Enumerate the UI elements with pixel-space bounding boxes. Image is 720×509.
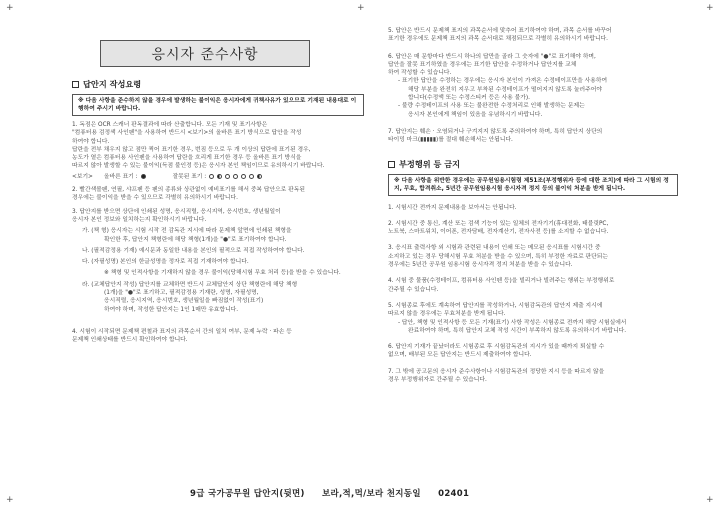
check-circle-icon (241, 174, 246, 179)
filled-circle-icon (141, 174, 146, 179)
instruction-item-4: 4. 시험이 시작되면 문제책 편철과 표지의 과목순서 간의 일치 여부, 문제 누락 · 파손 등 문제책 인쇄상태를 반드시 확인하여야 합니다. (72, 328, 292, 344)
section-heading-answer-sheet: 답안지 작성요령 (72, 79, 364, 90)
outline-circle-icon (249, 174, 254, 179)
rule-item-3: 3. 응시표 출력사항 외 시험과 관련된 내용이 인쇄 또는 메모된 응시표를 시험시간 중 소지하고 있는 경우 당해시험 무효 처분을 받을 수 있으며, 특히 부정한 자료로 판단되는 경우에는 5년간 공무원 임용시험 응시자격 정지 처분을 받을 수 있습니다. (388, 245, 608, 269)
rule-item-7: 7. 그 밖에 공고문의 응시자 준수사항이나 시험감독관의 정당한 지시 등을 따르지 않을 경우 부정행위자로 간주될 수 있습니다. (388, 368, 605, 384)
rule-item-6: 6. 답안지 기재가 끝났더라도 시험종료 후 시험감독관의 지시가 있을 때까지 퇴실할 수 없으며, 배부된 모든 답안지는 반드시 제출하여야 합니다. (388, 344, 605, 359)
page-title: 응시자 준수사항 (100, 40, 310, 67)
partial-circle-icon (257, 174, 262, 179)
notice-box: ※ 다음 사항을 준수하지 않을 경우에 발생하는 불이익은 응시자에게 귀책사유가 있으므로 기재된 내용대로 이행하여 주시기 바랍니다. (72, 94, 364, 116)
dot-circle-icon (233, 174, 238, 179)
instruction-item-2: 2. 빨간색볼펜, 연필, 샤프펜 등 펜의 종류와 상관없이 예비표기를 해서 중복 답안으로 판독된 경우에는 불이익을 받을 수 있으므로 각별히 유의하시기 바랍니다. (72, 187, 305, 202)
square-bullet-icon (388, 161, 395, 168)
square-bullet-icon (72, 81, 79, 88)
x-circle-icon (225, 174, 230, 179)
footer-exam-title: 9급 국가공무원 답안지(뒷면) (190, 489, 305, 499)
half-circle-icon (217, 174, 222, 179)
rule-item-1: 1. 시험시간 전까지 문제내용을 보아서는 안됩니다. (388, 204, 517, 211)
crop-mark: + (357, 3, 365, 13)
crop-mark: + (6, 495, 14, 505)
instruction-item-3: 3. 답안지를 받으면 상단에 인쇄된 성명, 응시직렬, 응시지역, 응시번호, 생년월일이 응시자 본인 정보와 일치하는지 확인하시기 바랍니다. 가. (책 형) 응시자는 시험 시작 전 감독관 지시에 따라 문제책 앞면에 인쇄된 책형을 확인한 후, 답안지 책형란에 해당 책형(1개)을 "●"로 표기하여야 합니다. 나. (필적감정용 기재) 예시문과 동일한 내용을 본인의 필적으로 직접 작성하여야 합니다. 다. (자필성명) 본인의 한글성명을 정자로 직접 기재하여야 합니다. ※ 책형 및 인적사항을 기재하지 않을 경우 불이익(당해시험 무효 처리 등)을 받을 수 있습니다. 라. (교체답안지 작성) 답안지를 교체하면 반드시 교체답안지 상단 책형란에 해당 책형 (1개)을 "●"로 표기하고, 필적감정용 기재란, 성명, 자필성명, 응시직렬, 응시지역, 응시번호, 생년월일을 빠짐없이 작성(표기) 하여야 하며, 작성한 답안지는 1인 1매만 유효합니다. (72, 208, 341, 313)
rule-item-2: 2. 시험시간 중 통신, 계산 또는 검색 기능이 있는 일체의 전자기기(휴대전화, 태블릿PC, 노트북, 스마트워치, 이어폰, 전자담배, 전자계산기, 전자사전 등)를 소지할 수 없습니다. (388, 220, 609, 236)
instruction-item-7: 7. 답안지는 훼손 · 오염되거나 구겨지지 않도록 주의하여야 하며, 특히 답안지 상단의 타이밍 마크(▮▮▮▮▮)를 절대 훼손해서는 안됩니다. (388, 128, 603, 144)
rule-item-4: 4. 시험 중 물품(수정테이프, 컴퓨터용 사인펜 등)을 빌리거나 빌려주는 행위는 부정행위로 간주될 수 있습니다. (388, 278, 615, 293)
rule-item-5: 5. 시험종료 후에도 계속하여 답안지를 작성하거나, 시험감독관의 답안지 제출 지시에 따르지 않을 경우에는 무효처분을 받게 됩니다. - 답안, 책형 및 인적사항 등 모든 기재(표기) 사항 작성은 시험종료 전까지 해당 시험실에서 완료하여야 하며, 특히 답안지 교체 작성 시간이 부족하지 않도록 유의하시기 바랍니다. (388, 302, 627, 334)
left-column (72, 32, 364, 345)
instruction-item-6: 6. 답안은 매 문항마다 반드시 하나의 답만을 골라 그 숫자에 "●"로 표기해야 하며, 답안을 잘못 표기하였을 경우에는 표기한 답안을 수정하거나 답안지를 교체 하여 작성할 수 있습니다. - 표기한 답안을 수정하는 경우에는 응시자 본인이 가져온 수정테이프만을 사용하여 해당 부분을 완전히 지우고 부착된 수정테이프가 떨어지지 않도록 눌러주어야 합니다(수정액 또는 수정스티커 등은 사용 불가). - 불량 수정테이프의 사용 또는 불완전한 수정처리로 인해 발생하는 문제는 응시자 본인에게 책임이 있음을 유념하시기 바랍니다. (388, 53, 608, 118)
marking-example: <보기> 올바른 표기 : 잘못된 표기 : (72, 173, 364, 181)
footer (190, 487, 483, 499)
footer-color-info: 보라,적,먹/보라 천지동일 (322, 489, 421, 499)
crop-mark: + (6, 3, 14, 13)
instruction-item-1: 1. 독점은 OCR 스캐너 판독결과에 따라 산출합니다. 모든 기재 및 표기사항은 "컴퓨터용 검정색 사인펜"을 사용하여 반드시 <보기>의 올바른 표기 방식으로 답안을 작성 하여야 합니다. 답란을 전부 채우지 않고 점만 찍어 표기한 경우, 번짐 등으로 두 개 이상의 답란에 표기된 경우, 농도가 옅은 컴퓨터용 사인펜을 사용하여 답란을 흐리게 표기한 경우 등 올바른 표기 방식을 따르지 않아 발생할 수 있는 불이익(득점 불인정 등)은 응시자 본인 책임이므로 유의하시기 바랍니다. <보기> 올바른 표기 : 잘못된 표기 : (72, 121, 364, 181)
empty-circle-icon (209, 174, 214, 179)
notice-box: ※ 다음 사항을 위반한 경우에는 공무원임용시험령 제51조(부정행위자 등에 대한 조치)에 따라 그 시험의 정지, 무효, 합격취소, 5년간 공무원임용시험 응시자격 정지 등의 불이익 처분을 받게 됩니다. (388, 174, 678, 196)
section-heading-misconduct: 부정행위 등 금지 (388, 159, 678, 170)
crop-mark: + (706, 3, 714, 13)
instruction-item-5: 5. 답안은 반드시 문제책 표지의 과목순서에 맞추어 표기하여야 하며, 과목 순서를 바꾸어 표기한 경우에도 문제책 표지의 과목 순서대로 채점되므로 각별히 유의하시기 바랍니다. (388, 28, 612, 43)
crop-mark: + (706, 495, 714, 505)
footer-code: 02401 (438, 489, 470, 499)
right-column (388, 22, 678, 384)
